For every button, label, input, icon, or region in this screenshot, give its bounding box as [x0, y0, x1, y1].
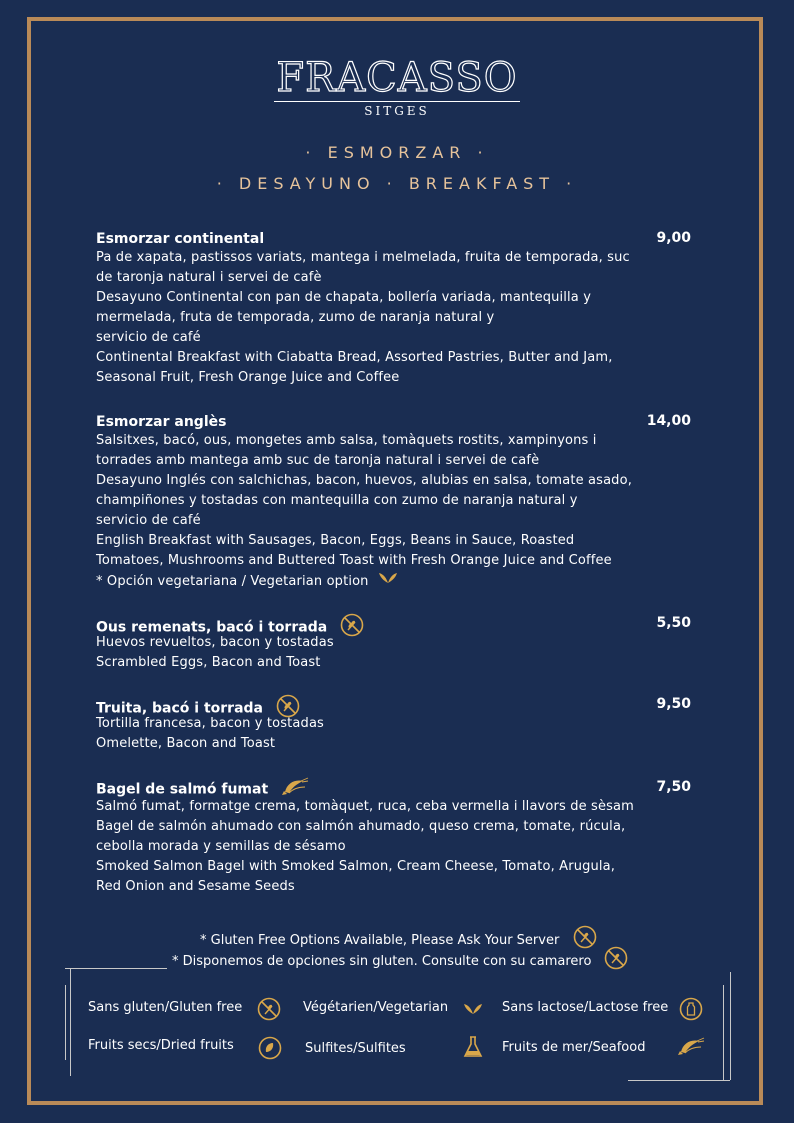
legend-border-line — [730, 972, 731, 1080]
item-title: Ous remenats, bacó i torrada — [96, 619, 328, 636]
item-title: Truita, bacó i torrada — [96, 700, 263, 717]
item-title: Esmorzar anglès — [96, 414, 227, 430]
item-price: 9,50 — [656, 696, 691, 712]
brand-divider — [274, 101, 520, 102]
legend-border-line — [65, 985, 66, 1060]
item-description-line: Smoked Salmon Bagel with Smoked Salmon, Cream Cheese, Tomato, Arugula, — [96, 859, 616, 874]
item-description-line: Salsitxes, bacó, ous, mongetes amb salsa, tomàquets rostits, xampinyons i — [96, 433, 597, 448]
vegetarian-option-line — [96, 571, 696, 592]
section-heading-desayuno-breakfast: · DESAYUNO · BREAKFAST · — [216, 174, 578, 193]
item-title: Bagel de salmó fumat — [96, 781, 269, 798]
menu-item — [96, 411, 696, 592]
gluten-note-es-text: * Disponemos de opciones sin gluten. Consulte con su camarero — [172, 954, 592, 969]
sulfites-flask-icon — [462, 1035, 484, 1063]
item-description-line: Bagel de salmón ahumado con salmón ahumado, queso crema, tomate, rúcula, — [96, 819, 626, 834]
item-description-line: servicio de café — [96, 330, 201, 345]
legend-seafood: Fruits de mer/Seafood — [502, 1040, 646, 1055]
seafood-icon — [281, 777, 309, 801]
legend-border-line — [628, 1080, 730, 1081]
legend-lactose-free: Sans lactose/Lactose free — [502, 1000, 669, 1015]
legend-border-line — [65, 968, 167, 969]
brand-name: FRACASSO — [276, 55, 518, 101]
item-price: 9,00 — [656, 230, 691, 246]
vegetarian-icon — [377, 571, 399, 592]
gluten-free-icon — [276, 694, 300, 722]
item-description-line: Omelette, Bacon and Toast — [96, 736, 276, 751]
menu-item — [96, 777, 696, 897]
legend-gluten-free: Sans gluten/Gluten free — [88, 1000, 243, 1015]
brand-location: SITGES — [364, 104, 430, 118]
item-description-line: Red Onion and Sesame Seeds — [96, 879, 295, 894]
item-description-line: Continental Breakfast with Ciabatta Bread, Assorted Pastries, Butter and Jam, — [96, 350, 613, 365]
dried-fruits-icon — [258, 1036, 282, 1064]
menu-item — [96, 613, 696, 673]
item-description-line: servicio de café — [96, 513, 201, 528]
item-description-line: English Breakfast with Sausages, Bacon, Eggs, Beans in Sauce, Roasted — [96, 533, 575, 548]
item-description-line: Salmó fumat, formatge crema, tomàquet, ruca, ceba vermella i llavors de sèsam — [96, 799, 634, 814]
item-description-line: cebolla morada y semillas de sésamo — [96, 839, 346, 854]
vegetarian-icon — [462, 1001, 484, 1020]
item-description-line: Scrambled Eggs, Bacon and Toast — [96, 655, 321, 670]
legend-border-line — [70, 968, 71, 1076]
item-description-line: torrades amb mantega amb suc de taronja natural i servei de cafè — [96, 453, 540, 468]
item-description-line: de taronja natural i servei de cafè — [96, 270, 322, 285]
item-description-line: Desayuno Continental con pan de chapata, bollería variada, mantequilla y — [96, 290, 592, 305]
gluten-note-en-text: * Gluten Free Options Available, Please Ask Your Server — [200, 933, 560, 948]
brand-logo — [0, 56, 794, 118]
lactose-free-icon — [679, 997, 703, 1025]
item-description-line: champiñones y tostadas con mantequilla con zumo de naranja natural y — [96, 493, 578, 508]
item-title: Esmorzar continental — [96, 231, 265, 247]
item-price: 5,50 — [656, 615, 691, 631]
gluten-free-icon — [257, 997, 281, 1025]
legend-border-line — [723, 985, 724, 1080]
item-description-line: Seasonal Fruit, Fresh Orange Juice and Coffee — [96, 370, 400, 385]
gluten-free-icon — [604, 946, 628, 977]
item-description-line: Tortilla francesa, bacon y tostadas — [96, 716, 324, 731]
item-description-line: Huevos revueltos, bacon y tostadas — [96, 635, 334, 650]
section-heading-esmorzar: · ESMORZAR · — [305, 143, 489, 162]
gluten-free-icon — [340, 613, 364, 641]
seafood-icon — [677, 1037, 705, 1061]
legend-dried-fruits: Fruits secs/Dried fruits — [88, 1038, 234, 1053]
legend-sulfites: Sulfites/Sulfites — [305, 1041, 406, 1056]
item-description-line: mermelada, fruta de temporada, zumo de naranja natural y — [96, 310, 495, 325]
gluten-note-es — [172, 946, 672, 977]
menu-item — [96, 694, 696, 754]
item-price: 7,50 — [656, 779, 691, 795]
item-description-line: Pa de xapata, pastissos variats, mantega i melmelada, fruita de temporada, suc — [96, 250, 630, 265]
menu-item — [96, 228, 696, 388]
legend-vegetarian: Végétarien/Vegetarian — [303, 1000, 449, 1015]
item-description-line: Desayuno Inglés con salchichas, bacon, huevos, alubias en salsa, tomate asado, — [96, 473, 632, 488]
item-price: 14,00 — [646, 413, 691, 429]
item-description-line: * Opción vegetariana / Vegetarian option — [96, 574, 369, 589]
item-description-line: Tomatoes, Mushrooms and Buttered Toast with Fresh Orange Juice and Coffee — [96, 553, 612, 568]
